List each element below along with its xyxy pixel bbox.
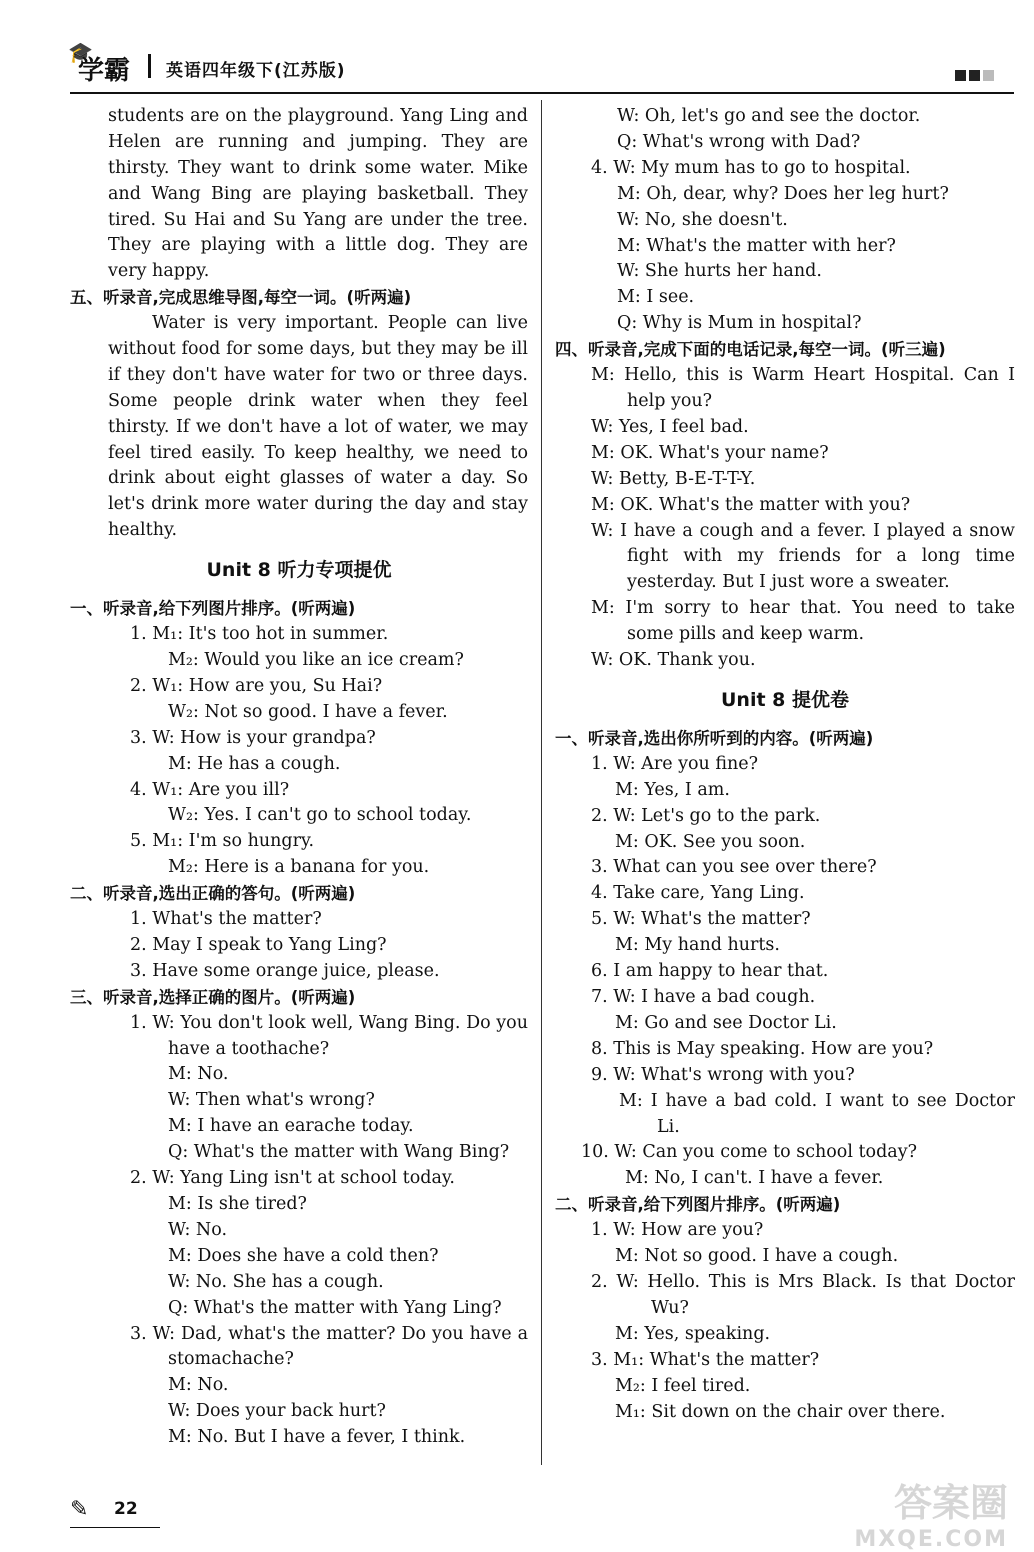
dialogue-line: 5. M₁: I'm so hungry.	[130, 831, 315, 852]
text-line: Water is very important. People can live	[152, 313, 528, 334]
text-line: Helen are running and jumping. They are	[108, 131, 528, 152]
dialogue-line: M: OK. What's the matter with you?	[591, 494, 911, 515]
dialogue-line: M: I have a bad cold. I want to see Doctor Li.	[619, 1090, 1015, 1137]
dialogue-line: 1. M₁: It's too hot in summer.	[130, 624, 389, 645]
dialogue-line: Q: Why is Mum in hospital?	[617, 313, 862, 334]
page-footer	[70, 1497, 160, 1531]
unit-heading: Unit 8 提优卷	[721, 688, 849, 711]
text-line: feel tired easily. To keep healthy, we need to	[108, 442, 528, 463]
dialogue-line: M₁: Sit down on the chair over there.	[615, 1401, 946, 1422]
dialogue-line: 1. W: You don't look well, Wang Bing. Do you have a toothache?	[130, 1012, 528, 1059]
page-number: 22	[114, 1499, 138, 1519]
section-heading: 四、听录音,完成下面的电话记录,每空一词。(听三遍)	[555, 340, 946, 360]
dialogue-line: W: No. She has a cough.	[168, 1271, 384, 1292]
dialogue-line: M₂: Would you like an ice cream?	[168, 649, 464, 670]
text-line: students are on the playground. Yang Ling and	[108, 106, 528, 126]
header-rule	[70, 92, 1014, 94]
dialogue-line: W: Betty, B-E-T-T-Y.	[591, 468, 756, 489]
continued-passage	[70, 104, 528, 285]
dialogue-line: M: No.	[168, 1064, 229, 1085]
dialogue-line: 3. What can you see over there?	[591, 857, 877, 878]
dialogue-line: W: No, she doesn't.	[617, 209, 788, 230]
unit-heading: Unit 8 听力专项提优	[206, 559, 392, 582]
section-heading: 二、听录音,选出正确的答句。(听两遍)	[70, 884, 356, 904]
text-line: and Wang Bing are playing basketball. They	[108, 183, 528, 204]
dialogue-line: W₂: Yes. I can't go to school today.	[168, 805, 472, 826]
dialogue-line: M: Yes, speaking.	[615, 1323, 771, 1344]
square-mark	[955, 70, 966, 81]
text-line: very happy.	[108, 261, 210, 282]
dialogue-line: 1. W: Are you fine?	[591, 753, 759, 774]
dialogue-line: Q: What's the matter with Yang Ling?	[168, 1297, 502, 1318]
dialogue-line: W₂: Not so good. I have a fever.	[168, 701, 448, 722]
dialogue-line: W: Oh, let's go and see the doctor.	[617, 106, 921, 126]
dialogue-line: M₂: Here is a banana for you.	[168, 857, 430, 878]
footer-rule	[70, 1527, 160, 1528]
dialogue-line: 8. This is May speaking. How are you?	[591, 1038, 934, 1059]
dialogue-line: W: Then what's wrong?	[168, 1090, 375, 1111]
dialogue-line: W: Yes, I feel bad.	[591, 416, 749, 437]
square-mark	[969, 70, 980, 81]
section-heading: 一、听录音,选出你所听到的内容。(听两遍)	[555, 728, 874, 748]
section-heading: 二、听录音,给下列图片排序。(听两遍)	[555, 1195, 841, 1215]
dialogue-line: 4. Take care, Yang Ling.	[591, 883, 805, 904]
header-decoration	[952, 66, 994, 85]
dialogue-line: 3. M₁: What's the matter?	[591, 1349, 820, 1370]
list-item: 2. May I speak to Yang Ling?	[130, 934, 387, 955]
dialogue-line: M₂: I feel tired.	[615, 1375, 751, 1396]
dialogue-line: 2. W: Let's go to the park.	[591, 805, 821, 826]
dialogue-line: Q: What's wrong with Dad?	[617, 131, 861, 152]
dialogue-line: M: Is she tired?	[168, 1194, 307, 1214]
dialogue-line: W: No.	[168, 1219, 228, 1240]
dialogue-line: M: My hand hurts.	[615, 935, 780, 956]
watermark-text: 答案圈	[893, 1481, 1008, 1525]
text-line: thirsty. They want to drink some water. Mike	[108, 157, 528, 178]
dialogue-line: 6. I am happy to hear that.	[591, 961, 829, 982]
dialogue-line: 5. W: What's the matter?	[591, 909, 811, 930]
dialogue-line: M: OK. See you soon.	[615, 831, 806, 852]
dialogue-line: M: Oh, dear, why? Does her leg hurt?	[617, 183, 949, 204]
water-passage	[70, 311, 528, 544]
header-separator	[148, 54, 151, 78]
section-heading: 一、听录音,给下列图片排序。(听两遍)	[70, 599, 356, 619]
dialogue-line: M: He has a cough.	[168, 753, 341, 774]
dialogue-line: M: Not so good. I have a cough.	[615, 1246, 899, 1267]
graduation-cap-icon: 🎓	[68, 40, 93, 64]
dialogue-line: Q: What's the matter with Wang Bing?	[168, 1142, 510, 1163]
dialogue-line: M: What's the matter with her?	[617, 235, 896, 256]
text-line: thirsty. If we don't have a lot of water, we may	[108, 416, 528, 437]
text-line: drink about eight glasses of water a day. So	[108, 468, 528, 489]
dialogue-line: M: Hello, this is Warm Heart Hospital. Can I help you?	[591, 365, 1015, 411]
dialogue-line: 2. W: Hello. This is Mrs Black. Is that Doctor Wu?	[591, 1271, 1015, 1318]
dialogue-line: M: Yes, I am.	[615, 779, 730, 800]
dialogue-line: 7. W: I have a bad cough.	[591, 987, 816, 1007]
pencil-icon: ✎	[70, 1497, 89, 1522]
dialogue-line: M: No, I can't. I have a fever.	[625, 1168, 884, 1189]
section-heading: 五、听录音,完成思维导图,每空一词。(听两遍)	[70, 288, 412, 308]
text-line: without food for some days, but they may be ill	[108, 339, 528, 360]
text-line: let's drink more water during the day and stay	[108, 494, 528, 515]
text-line: healthy.	[108, 520, 178, 541]
brand-logo: 学霸	[78, 56, 131, 86]
dialogue-line: W: I have a cough and a fever. I played a snow fight with my friends for a long time yesterday. But I just wore a sweater.	[591, 520, 1015, 593]
dialogue-line: 1. W: How are you?	[591, 1220, 764, 1241]
dialogue-line: M: I'm sorry to hear that. You need to take some pills and keep warm.	[591, 598, 1015, 645]
text-line: They are playing with a little dog. They are	[108, 235, 528, 256]
square-mark	[983, 70, 994, 81]
dialogue-line: M: No. But I have a fever, I think.	[168, 1427, 466, 1448]
dialogue-line: 2. W: Yang Ling isn't at school today.	[130, 1168, 455, 1189]
dialogue-line: W: Does your back hurt?	[168, 1401, 386, 1422]
dialogue-line: M: Go and see Doctor Li.	[615, 1012, 837, 1033]
dialogue-line: 3. W: How is your grandpa?	[130, 727, 376, 748]
list-item: 1. What's the matter?	[130, 909, 322, 930]
dialogue-line: 4. W₁: Are you ill?	[130, 779, 290, 800]
dialogue-line: M: I have an earache today.	[168, 1116, 414, 1137]
watermark-url: MXQE.COM	[854, 1527, 1008, 1552]
page-header	[68, 40, 1014, 90]
dialogue-line: 9. W: What's wrong with you?	[591, 1064, 855, 1085]
text-line: if they don't have water for two or three days.	[108, 364, 528, 385]
right-column	[555, 104, 1015, 1425]
dialogue-line: W: She hurts her hand.	[617, 261, 822, 282]
dialogue-line: 3. W: Dad, what's the matter? Do you have a stomachache?	[130, 1323, 528, 1370]
column-divider	[541, 100, 542, 1465]
dialogue-line: M: I see.	[617, 287, 695, 308]
text-line: Some people drink water when they feel	[108, 390, 528, 411]
text-line: tired. Su Hai and Su Yang are under the tree.	[108, 209, 528, 230]
left-column	[70, 104, 528, 1451]
dialogue-line: M: No.	[168, 1375, 229, 1396]
dialogue-line: 10. W: Can you come to school today?	[581, 1142, 917, 1163]
dialogue-line: M: Does she have a cold then?	[168, 1245, 439, 1266]
section-heading: 三、听录音,选择正确的图片。(听两遍)	[70, 987, 356, 1007]
dialogue-line: 2. W₁: How are you, Su Hai?	[130, 675, 383, 696]
dialogue-line: 4. W: My mum has to go to hospital.	[591, 157, 911, 178]
dialogue-line: W: OK. Thank you.	[591, 650, 756, 671]
book-title: 英语四年级下(江苏版)	[166, 61, 346, 81]
watermark	[854, 1472, 1008, 1552]
list-item: 3. Have some orange juice, please.	[130, 960, 440, 981]
dialogue-line: M: OK. What's your name?	[591, 442, 829, 463]
